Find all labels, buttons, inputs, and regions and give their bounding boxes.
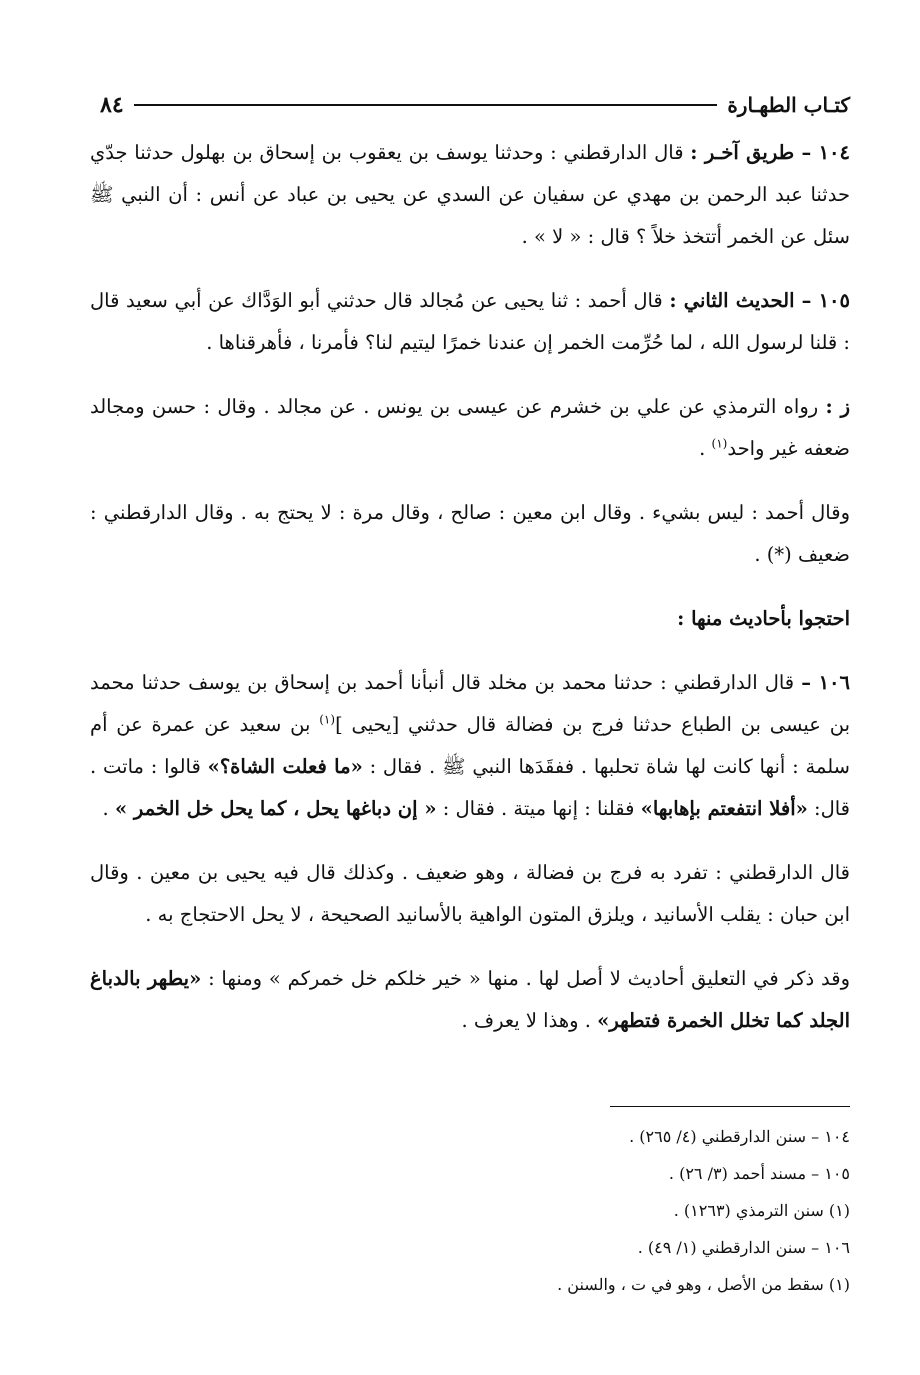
paragraph-text-3: قالوا : ماتت . قال: bbox=[90, 755, 850, 820]
hadith-104 bbox=[90, 132, 850, 258]
quote-bold: « إن دباغها يحل ، كما يحل خل الخمر » bbox=[114, 797, 437, 820]
daraqutni-comment bbox=[90, 852, 850, 936]
paragraph-text-4: فقلنا : إنها ميتة . فقال : bbox=[436, 797, 641, 820]
quote-bold: «ما فعلت الشاة؟» bbox=[207, 755, 363, 778]
hadith-105 bbox=[90, 280, 850, 364]
footnote-rule bbox=[610, 1106, 850, 1107]
running-title: كتـاب الطهـارة bbox=[727, 93, 850, 117]
narrator-assessment bbox=[90, 492, 850, 576]
footnote-marker: (١) bbox=[319, 712, 336, 727]
paragraph-tail: . bbox=[102, 797, 115, 820]
section-heading: احتجوا بأحاديث منها : bbox=[677, 607, 850, 630]
paragraph-text: قال الدارقطني : وحدثنا يوسف بن يعقوب بن إسحاق بن بهلول حدثنا جدّي حدثنا عبد الرحمن بن مهدي عن سفيان عن السدي عن يحيى بن عباد عن أنس : أن النبي ﷺ سئل عن الخمر أتتخذ خلاً ؟ قال : « لا » . bbox=[90, 141, 850, 248]
paragraph-number: ١٠٤ – طريق آخـر : bbox=[690, 141, 850, 164]
footnote-item: ١٠٦ – سنن الدارقطني (١/ ٤٩) . bbox=[637, 1238, 850, 1257]
quote-bold: «أفلا انتفعتم بإهابها» bbox=[640, 797, 808, 820]
footnote-item: (١) سقط من الأصل ، وهو في ت ، والسنن . bbox=[557, 1275, 850, 1294]
paragraph-text: وقال أحمد : ليس بشيء . وقال ابن معين : صالح ، وقال مرة : لا يحتج به . وقال الدارقطني : ضعيف (*) . bbox=[90, 501, 850, 566]
page-number: ٨٤ bbox=[100, 92, 124, 118]
taliq-note bbox=[90, 958, 850, 1042]
paragraph-text: رواه الترمذي عن علي بن خشرم عن عيسى بن يونس . عن مجالد . وقال : حسن ومجالد ضعفه غير واحد bbox=[90, 395, 850, 460]
footnote-item: (١) سنن الترمذي (١٢٦٣) . bbox=[673, 1201, 850, 1220]
paragraph-number: ١٠٦ – bbox=[801, 671, 850, 694]
paragraph-number: ز : bbox=[825, 395, 850, 418]
main-text bbox=[90, 132, 850, 1064]
hadith-106 bbox=[90, 662, 850, 830]
footnotes bbox=[90, 1118, 850, 1303]
book-page bbox=[60, 60, 850, 1320]
quote-bold: «يطهر بالدباغ الجلد كما تخلل الخمرة فتطهر» bbox=[90, 967, 850, 1032]
footnote-item: ١٠٥ – مسند أحمد (٣/ ٢٦) . bbox=[668, 1164, 850, 1183]
paragraph-text-2: بن سعيد عن عمرة عن أم سلمة : أنها كانت لها شاة تحلبها . ففقَدَها النبي ﷺ . فقال : bbox=[90, 713, 850, 778]
paragraph-number: ١٠٥ – الحديث الثاني : bbox=[669, 289, 850, 312]
paragraph-text: وقد ذكر في التعليق أحاديث لا أصل لها . منها « خير خلكم خل خمركم » ومنها : bbox=[201, 967, 850, 990]
paragraph-text: قال الدارقطني : حدثنا محمد بن مخلد قال أنبأنا أحمد بن إسحاق بن يوسف حدثنا محمد بن عيسى بن الطباع حدثنا فرج بن فضالة قال حدثني [يحيى ] bbox=[90, 671, 850, 736]
paragraph-tail: . وهذا لا يعرف . bbox=[461, 1009, 598, 1032]
footnote-item: ١٠٤ – سنن الدارقطني (٤/ ٢٦٥) . bbox=[629, 1127, 850, 1146]
paragraph-tail: . bbox=[699, 437, 712, 460]
footnote-marker: (١) bbox=[711, 436, 728, 451]
zawaid-note bbox=[90, 386, 850, 470]
page-header bbox=[90, 88, 850, 122]
paragraph-text: قال أحمد : ثنا يحيى عن مُجالد قال حدثني أبو الوَدَّاك عن أبي سعيد قال : قلنا لرسول الله ، لما حُرِّمت الخمر إن عندنا خمرًا ليتيم لنا؟ فأمرنا ، فأهرقناها . bbox=[90, 289, 850, 354]
header-rule bbox=[134, 104, 718, 106]
paragraph-text: قال الدارقطني : تفرد به فرج بن فضالة ، وهو ضعيف . وكذلك قال فيه يحيى بن معين . وقال ابن حبان : يقلب الأسانيد ، ويلزق المتون الواهية بالأسانيد الصحيحة ، لا يحل الاحتجاج به . bbox=[90, 861, 850, 926]
